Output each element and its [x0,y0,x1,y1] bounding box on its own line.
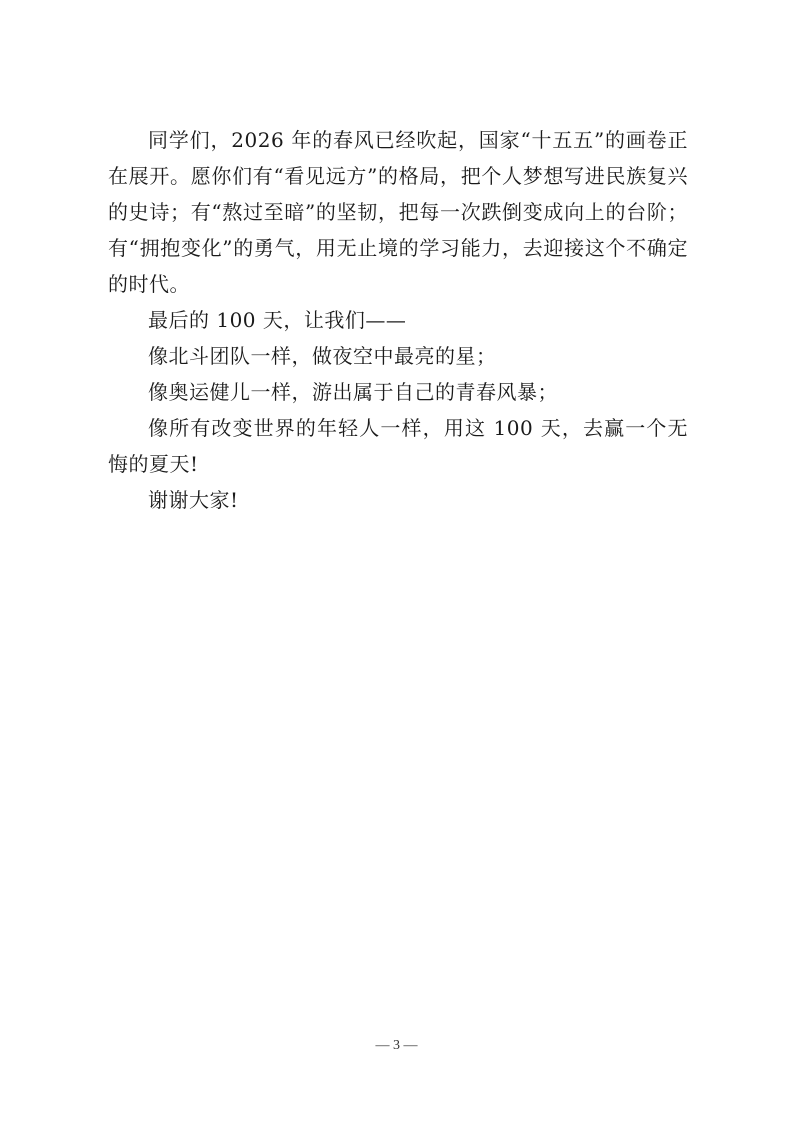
paragraph-last-100-days: 最后的 100 天，让我们—— [148,308,407,332]
document-body [108,122,688,518]
paragraph-olympics: 像奥运健儿一样，游出属于自己的青春风暴； [148,380,558,404]
paragraph-thanks: 谢谢大家! [148,488,239,512]
paragraph-young-people: 像所有改变世界的年轻人一样，用这 100 天，去赢一个无悔的夏天! [108,416,688,476]
paragraph-wishes: 同学们，2026 年的春风已经吹起，国家“十五五”的画卷正在展开。愿你们有“看见远方”的格局，把个人梦想写进民族复兴的史诗；有“熬过至暗”的坚韧，把每一次跌倒变成向上的台阶；有“拥抱变化”的勇气，用无止境的学习能力，去迎接这个不确定的时代。 [108,128,688,296]
paragraph-beidou: 像北斗团队一样，做夜空中最亮的星； [148,344,497,368]
page-number: — 3 — [375,1038,418,1053]
